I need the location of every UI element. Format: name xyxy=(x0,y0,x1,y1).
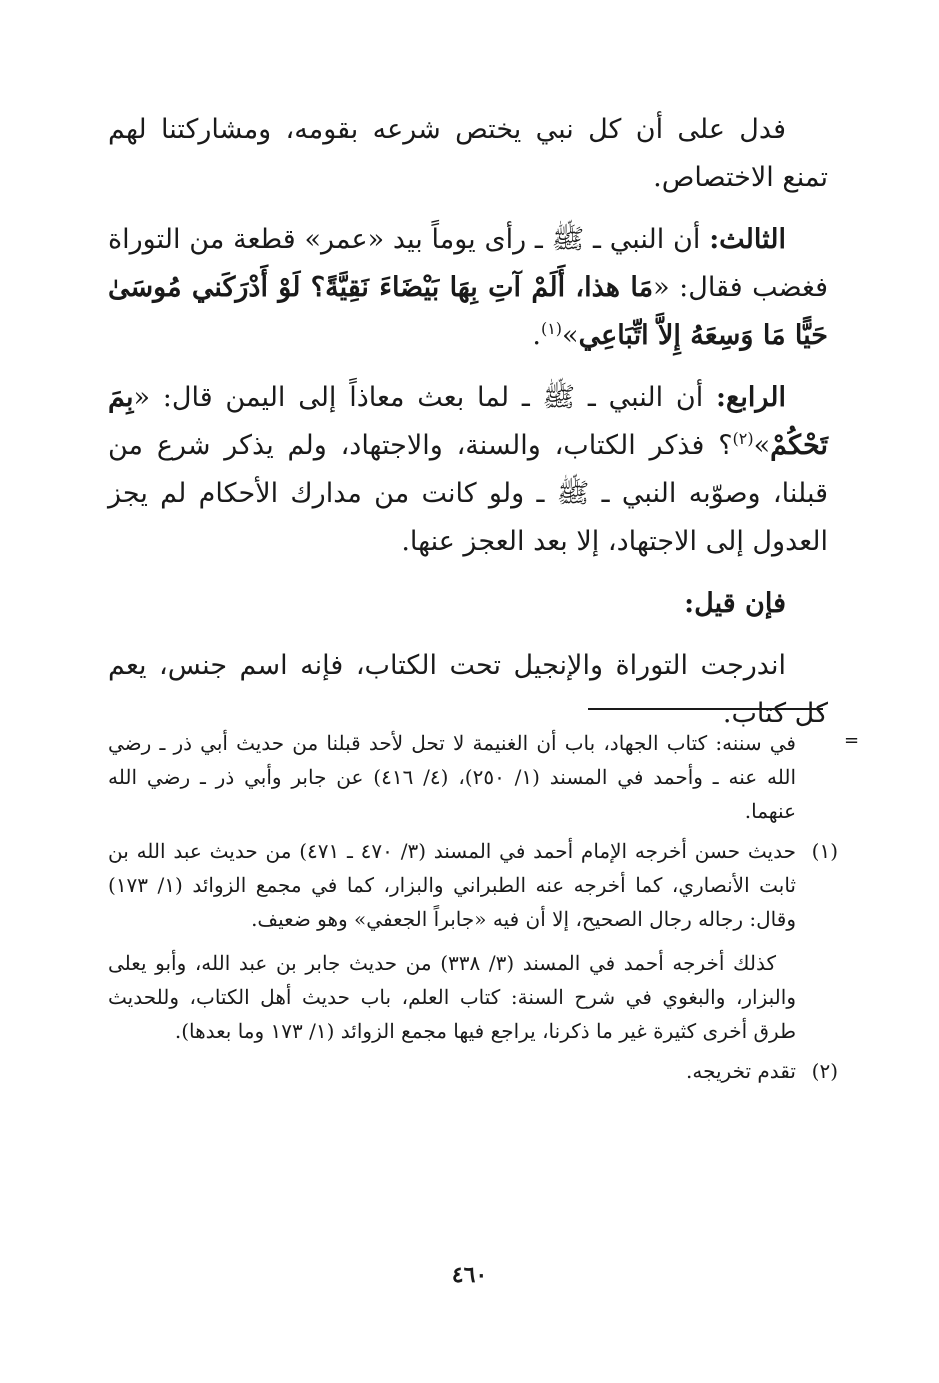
paragraph-1-text: فدل على أن كل نبي يختص شرعه بقومه، ومشاركتنا لهم تمنع الاختصاص. xyxy=(108,114,828,193)
footnotes xyxy=(108,726,838,1094)
footnote-continued xyxy=(108,726,838,828)
paragraph-5 xyxy=(108,642,828,738)
quote-close-2: » xyxy=(753,430,771,461)
footnote-ref-1[interactable]: (١) xyxy=(540,319,563,338)
paragraph-5-text: اندرجت التوراة والإنجيل تحت الكتاب، فإنه اسم جنس، يعم كل كتاب. xyxy=(108,650,828,729)
footnote-continued-text: في سننه: كتاب الجهاد، باب أن الغنيمة لا تحل لأحد قبلنا من حديث أبي ذر ـ رضي الله عنه ـ وأحمد في المسند (١/ ٢٥٠)، (٤/ ٤١٦) عن جابر وأبي ذر ـ رضي الله عنهما. xyxy=(108,731,797,823)
footnote-1-sub-text: كذلك أخرجه أحمد في المسند (٣/ ٣٣٨) من حديث جابر بن عبد الله، وأبو يعلى والبزار، والبغوي في شرح السنة: كتاب العلم، باب حديث أهل الكتاب، وللحديث طرق أخرى كثيرة غير ما ذكرنا، يراجع فيها مجمع الزوائد (١/ ١٧٣ وما بعدها). xyxy=(108,951,796,1043)
quote-close-1: » xyxy=(562,320,579,351)
hadith-quote-1: مَا هذا، أَلَمْ آتِ بِهَا بَيْضَاءَ نَقِيَّةً؟ لَوْ أَدْرَكَني مُوسَىٰ حَيًّا مَا وَسِعَهُ إِلاَّ اتِّبَاعِي xyxy=(108,272,828,351)
footnote-1-text: حديث حسن أخرجه الإمام أحمد في المسند (٣/ ٤٧٠ ـ ٤٧١) من حديث عبد الله بن ثابت الأنصاري، كما أخرجه عنه الطبراني والبزار، كما في مجمع الزوائد (١/ ١٧٣) وقال: رجاله رجال الصحيح، إلا أن فيه «جابراً الجعفي» وهو ضعيف. xyxy=(108,839,796,931)
paragraph-objection xyxy=(108,580,828,628)
heading-fourth: الرابع: xyxy=(716,382,786,413)
fourth-text-rest: ؟ فذكر الكتاب، والسنة، والاجتهاد، ولم يذكر شرع من قبلنا، وصوّبه النبي ـ ﷺ ـ ولو كانت من مدارك الأحكام لم يجز العدول إلى الاجتهاد، إلا بعد العجز عنها. xyxy=(108,430,828,557)
footnote-1-continued xyxy=(108,946,838,1048)
heading-objection: فإن قيل: xyxy=(684,588,786,619)
footnote-2-text: تقدم تخريجه. xyxy=(686,1059,796,1083)
footnote-1-number: (١) xyxy=(811,839,838,863)
third-text-end: . xyxy=(532,320,541,351)
fourth-text-intro: أن النبي ـ ﷺ ـ لما بعث معاذاً إلى اليمن قال: « xyxy=(133,382,717,413)
footnote-ref-2[interactable]: (٢) xyxy=(732,429,754,448)
footnote-2-number: (٢) xyxy=(811,1059,838,1083)
hadith-quote-2: بِمَ تَحْكُمْ xyxy=(108,382,828,461)
footnote-2 xyxy=(108,1054,838,1088)
page-number: ٤٦٠ xyxy=(451,1262,488,1288)
paragraph-fourth-point xyxy=(108,374,828,566)
third-text-intro: أن النبي ـ ﷺ ـ رأى يوماً بيد «عمر» قطعة من التوراة فغضب فقال: « xyxy=(108,224,828,303)
paragraph-third-point xyxy=(108,216,828,360)
main-text xyxy=(108,106,828,752)
footnote-continuation-mark: = xyxy=(844,730,860,751)
paragraph-1 xyxy=(108,106,828,202)
footnote-1 xyxy=(108,834,838,936)
footnote-divider xyxy=(588,708,823,710)
heading-third: الثالث: xyxy=(709,224,786,255)
